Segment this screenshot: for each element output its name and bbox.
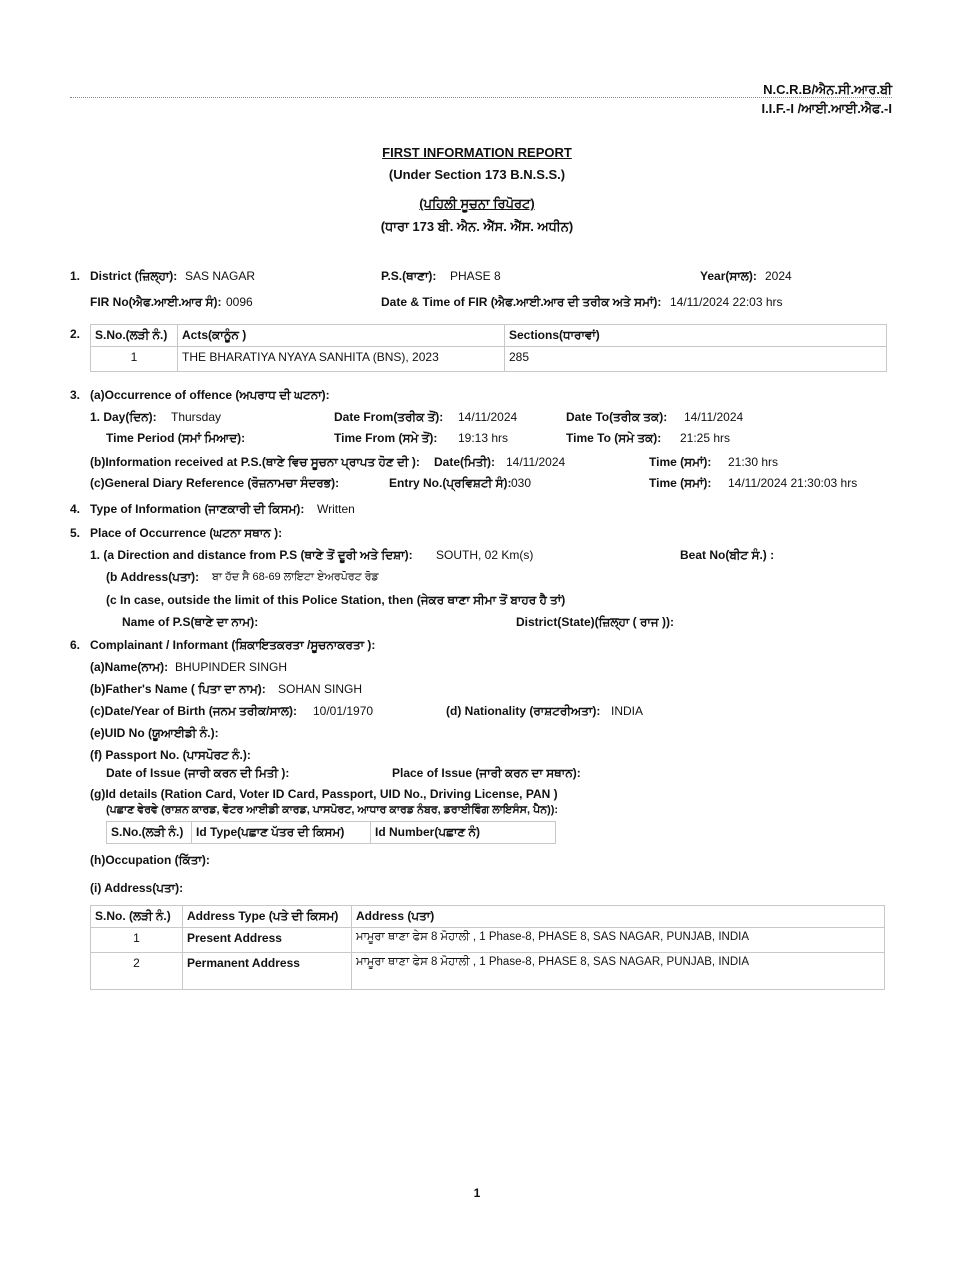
- address-label: (i) Address(ਪਤਾ):: [90, 881, 184, 895]
- gd-time-value: 14/11/2024 21:30:03 hrs: [728, 476, 858, 490]
- table-header-row: [107, 822, 556, 844]
- fir-number-label: FIR No(ਐਫ.ਆਈ.ਆਰ ਸੰ):: [90, 295, 222, 309]
- table-row: [91, 928, 885, 953]
- cell-address-type: Permanent Address: [183, 953, 352, 990]
- occurrence-address-label: (b Address(ਪਤਾ):: [106, 570, 200, 584]
- cell-address: ਮਾਮੂਰਾ ਥਾਣਾ ਫੇਸ 8 ਮੋਹਾਲੀ , 1 Phase-8, PHASE 8, SAS NAGAR, PUNJAB, INDIA: [352, 953, 885, 990]
- page-number: 1: [473, 1186, 481, 1200]
- id-details-label: (g)Id details (Ration Card, Voter ID Card, Passport, UID No., Driving License, PAN ): [90, 787, 558, 801]
- dob-value: 10/01/1970: [313, 704, 374, 718]
- date-from-value: 14/11/2024: [458, 410, 518, 424]
- cell-sno: 1: [91, 928, 183, 953]
- address-table: [90, 905, 885, 990]
- occurrence-heading: (a)Occurrence of offence (ਅਪਰਾਧ ਦੀ ਘਟਨਾ):: [90, 388, 330, 402]
- col-header-id-type: Id Type(ਪਛਾਣ ਪੱਤਰ ਦੀ ਕਿਸਮ): [192, 822, 371, 844]
- place-of-occurrence-label: Place of Occurrence (ਘਟਨਾ ਸਥਾਨ ):: [90, 526, 283, 540]
- day-value: Thursday: [171, 410, 222, 424]
- col-header-sno: S.No.(ਲੜੀ ਨੰ.): [91, 325, 178, 347]
- year-value: 2024: [765, 269, 792, 283]
- info-date-label: Date(ਮਿਤੀ):: [434, 455, 496, 469]
- report-title-punjabi: (ਪਹਿਲੀ ਸੂਚਨਾ ਰਿਪੋਰਟ): [419, 196, 535, 211]
- info-time-value: 21:30 hrs: [728, 455, 779, 469]
- beat-number-label: Beat No(ਬੀਟ ਸੰ.) :: [680, 548, 775, 562]
- cell-sno: 2: [91, 953, 183, 990]
- nationality-label: (d) Nationality (ਰਾਸ਼ਟਰੀਅਤਾ):: [446, 704, 601, 718]
- info-type-label: Type of Information (ਜਾਣਕਾਰੀ ਦੀ ਕਿਸਮ):: [90, 502, 305, 516]
- direction-distance-label: 1. (a Direction and distance from P.S (ਥਾਣੇ ਤੋਂ ਦੂਰੀ ਅਤੇ ਦਿਸ਼ਾ):: [90, 548, 413, 562]
- general-diary-label: (c)General Diary Reference (ਰੋਜ਼ਨਾਮਚਾ ਸੰਦਰਭ):: [90, 476, 340, 490]
- date-to-value: 14/11/2024: [684, 410, 744, 424]
- info-received-label: (b)Information received at P.S.(ਥਾਣੇ ਵਿਚ ਸੂਚਨਾ ਪ੍ਰਾਪਤ ਹੋਣ ਦੀ ):: [90, 455, 420, 469]
- time-to-value: 21:25 hrs: [680, 431, 731, 445]
- cell-sno: 1: [91, 347, 178, 372]
- direction-distance-value: SOUTH, 02 Km(s): [436, 548, 534, 562]
- section-1-number: 1.: [70, 269, 81, 283]
- section-5-number: 5.: [70, 526, 81, 540]
- occurrence-address-value: ਬਾ ਹੱਦ ਸੈ 68-69 ਲਾਇਟਾ ਏਅਰਪੋਰਟ ਰੋਡ: [212, 571, 379, 583]
- time-from-label: Time From (ਸਮੇ ਤੋਂ):: [334, 431, 438, 445]
- dob-label: (c)Date/Year of Birth (ਜਨਮ ਤਰੀਕ/ਸਾਲ):: [90, 704, 298, 718]
- col-header-address: Address (ਪਤਾ): [352, 906, 885, 928]
- table-row: [91, 347, 887, 372]
- iif-header: I.I.F.-I /ਆਈ.ਆਈ.ਐਫ.-I: [761, 101, 892, 116]
- father-name-value: SOHAN SINGH: [278, 682, 363, 696]
- date-of-issue-label: Date of Issue (ਜਾਰੀ ਕਰਨ ਦੀ ਮਿਤੀ ):: [106, 766, 290, 780]
- report-title: FIRST INFORMATION REPORT: [382, 145, 572, 160]
- table-row: [91, 953, 885, 990]
- police-station-label: P.S.(ਥਾਣਾ):: [381, 269, 437, 283]
- time-to-label: Time To (ਸਮੇ ਤਕ):: [566, 431, 662, 445]
- district-label: District (ਜ਼ਿਲ੍ਹਾ):: [90, 269, 178, 283]
- col-header-sno: S.No. (ਲੜੀ ਨੰ.): [91, 906, 183, 928]
- place-of-issue-label: Place of Issue (ਜਾਰੀ ਕਰਨ ਦਾ ਸਥਾਨ):: [392, 766, 581, 780]
- cell-section: 285: [505, 347, 887, 372]
- section-3-number: 3.: [70, 388, 81, 402]
- year-label: Year(ਸਾਲ):: [700, 269, 757, 283]
- gd-time-label: Time (ਸਮਾਂ):: [649, 476, 712, 490]
- col-header-id-number: Id Number(ਪਛਾਣ ਨੰ): [371, 822, 556, 844]
- outside-limit-label: (c In case, outside the limit of this Police Station, then (ਜੇਕਰ ਥਾਣਾ ਸੀਮਾ ਤੋਂ ਬਾਹਰ ਹੈ ਤਾਂ): [106, 593, 566, 607]
- fir-datetime-value: 14/11/2024 22:03 hrs: [670, 295, 783, 309]
- col-header-address-type: Address Type (ਪਤੇ ਦੀ ਕਿਸਮ): [183, 906, 352, 928]
- police-station-value: PHASE 8: [450, 269, 501, 283]
- table-header-row: [91, 325, 887, 347]
- info-time-label: Time (ਸਮਾਂ):: [649, 455, 712, 469]
- complainant-name-value: BHUPINDER SINGH: [175, 660, 288, 674]
- fir-number-value: 0096: [226, 295, 253, 309]
- cell-address-type: Present Address: [183, 928, 352, 953]
- section-4-number: 4.: [70, 502, 81, 516]
- section-6-number: 6.: [70, 638, 81, 652]
- col-header-sections: Sections(ਧਾਰਾਵਾਂ): [505, 325, 887, 347]
- ps-name-label: Name of P.S(ਥਾਣੇ ਦਾ ਨਾਮ):: [122, 615, 259, 629]
- complainant-label: Complainant / Informant (ਸ਼ਿਕਾਇਤਕਰਤਾ /ਸੂਚਨਾਕਰਤਾ ):: [90, 638, 376, 652]
- passport-label: (f) Passport No. (ਪਾਸਪੋਰਟ ਨੰ.):: [90, 748, 251, 762]
- district-state-label: District(State)(ਜ਼ਿਲ੍ਹਾ ( ਰਾਜ )):: [516, 615, 674, 629]
- nationality-value: INDIA: [611, 704, 644, 718]
- id-details-table: [106, 821, 556, 844]
- district-value: SAS NAGAR: [185, 269, 256, 283]
- occupation-label: (h)Occupation (ਕਿੱਤਾ):: [90, 853, 210, 867]
- date-from-label: Date From(ਤਰੀਕ ਤੋਂ):: [334, 410, 444, 424]
- complainant-name-label: (a)Name(ਨਾਮ):: [90, 660, 169, 674]
- date-to-label: Date To(ਤਰੀਕ ਤਕ):: [566, 410, 668, 424]
- father-name-label: (b)Father's Name ( ਪਿਤਾ ਦਾ ਨਾਮ):: [90, 682, 266, 696]
- info-date-value: 14/11/2024: [506, 455, 566, 469]
- report-subtitle-punjabi: (ਧਾਰਾ 173 ਬੀ. ਐਨ. ਐੱਸ. ਐੱਸ. ਅਧੀਨ): [380, 219, 574, 234]
- table-header-row: [91, 906, 885, 928]
- info-type-value: Written: [317, 502, 355, 516]
- entry-number-label: Entry No.(ਪ੍ਰਵਿਸ਼ਟੀ ਸੰ):: [389, 476, 512, 490]
- ncrb-header: N.C.R.B/ਐਨ.ਸੀ.ਆਰ.ਬੀ: [763, 82, 892, 97]
- report-subtitle: (Under Section 173 B.N.S.S.): [388, 167, 566, 182]
- time-period-label: Time Period (ਸਮਾਂ ਮਿਆਦ):: [106, 431, 246, 445]
- uid-label: (e)UID No (ਯੂਆਈਡੀ ਨੰ.):: [90, 726, 219, 740]
- cell-act: THE BHARATIYA NYAYA SANHITA (BNS), 2023: [178, 347, 505, 372]
- cell-address: ਮਾਮੂਰਾ ਥਾਣਾ ਫੇਸ 8 ਮੋਹਾਲੀ , 1 Phase-8, PHASE 8, SAS NAGAR, PUNJAB, INDIA: [352, 928, 885, 953]
- section-2-number: 2.: [70, 327, 81, 341]
- col-header-acts: Acts(ਕਾਨੂੰਨ ): [178, 325, 505, 347]
- time-from-value: 19:13 hrs: [458, 431, 509, 445]
- header-divider: [70, 97, 892, 98]
- entry-number-value: 030: [511, 476, 532, 490]
- id-details-label-punjabi: (ਪਛਾਣ ਵੇਰਵੇ (ਰਾਸ਼ਨ ਕਾਰਡ, ਵੋਟਰ ਆਈਡੀ ਕਾਰਡ, ਪਾਸਪੋਰਟ, ਆਧਾਰ ਕਾਰਡ ਨੰਬਰ, ਡਰਾਈਵਿੰਗ ਲਾਇਸੰਸ, ਪੈਨ)):: [106, 804, 559, 816]
- fir-datetime-label: Date & Time of FIR (ਐਫ.ਆਈ.ਆਰ ਦੀ ਤਰੀਕ ਅਤੇ ਸਮਾਂ):: [381, 295, 662, 309]
- col-header-sno: S.No.(ਲੜੀ ਨੰ.): [107, 822, 192, 844]
- acts-sections-table: [90, 324, 887, 372]
- day-label: 1. Day(ਦਿਨ):: [90, 410, 157, 424]
